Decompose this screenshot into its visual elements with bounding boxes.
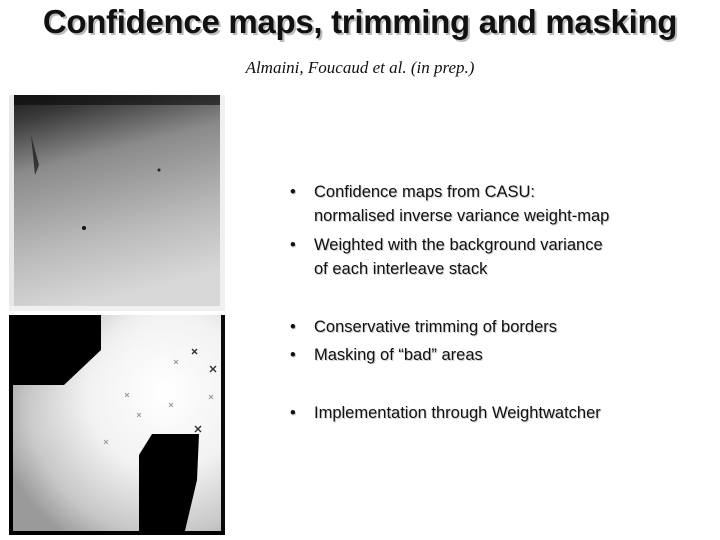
bullet-text: Implementation through Weightwatcher (314, 404, 601, 422)
bullet-text: Conservative trimming of borders (314, 318, 558, 336)
bullet-text: Masking of “bad” areas (314, 346, 483, 364)
slide-title: Confidence maps, trimming and masking (42, 3, 678, 40)
bullet-text: Weighted with the background variance of each interleave stack (314, 236, 603, 278)
confidence-map-images (9, 95, 225, 535)
bullet-marker: • (290, 318, 296, 336)
bullet-marker: • (290, 346, 296, 364)
confidence-map-panel (9, 95, 225, 311)
masked-map-panel (9, 315, 225, 535)
bullet-marker: • (290, 183, 296, 201)
bullet-marker: • (290, 404, 296, 422)
bullet-marker: • (290, 236, 296, 254)
bullet-text: Confidence maps from CASU: normalised inverse variance weight-map (314, 183, 610, 225)
slide-subtitle: Almaini, Foucaud et al. (in prep.) (245, 58, 475, 77)
